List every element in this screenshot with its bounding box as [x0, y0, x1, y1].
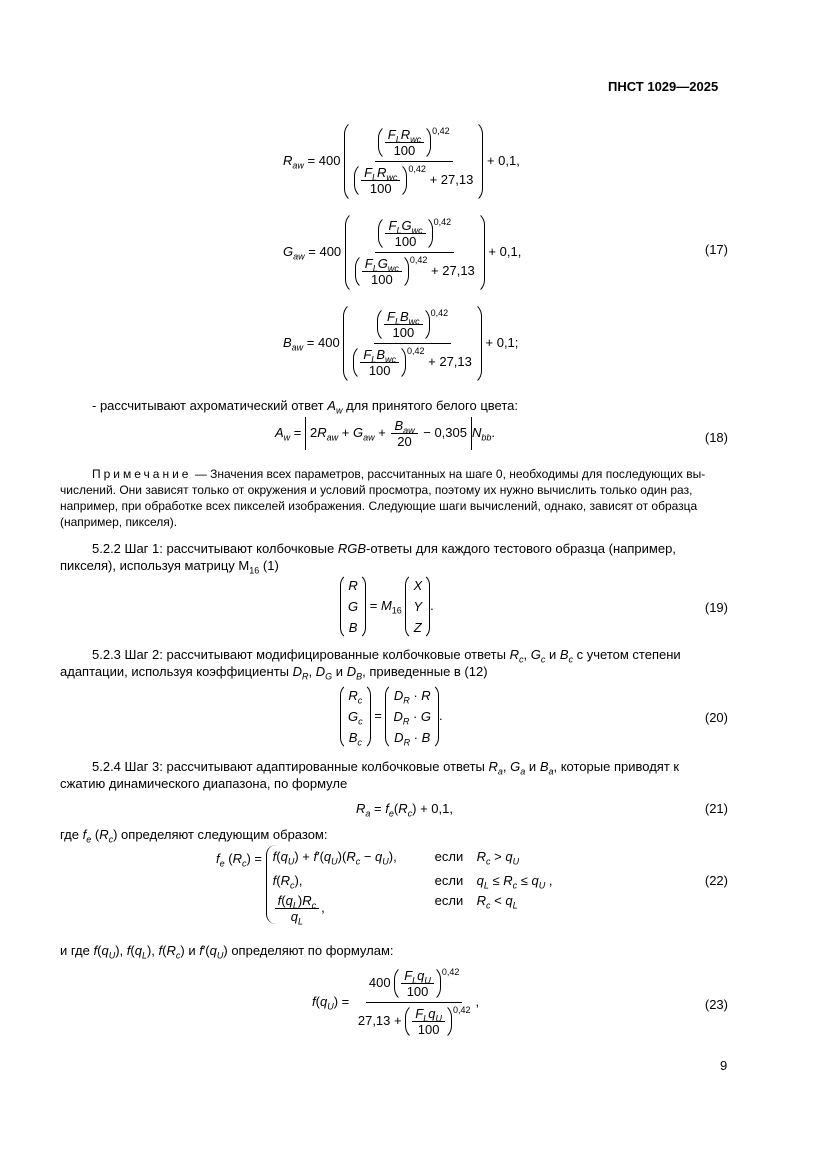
and-where: и где $f(q_U)$, $f(q_L)$, $f(R_c)$ и $f'(q_U)$ определяют по формулам: [60, 943, 394, 961]
note-line-2: числений. Они зависят только от окружения и условий просмотра, поэтому их нужно вычислить только один раз, [60, 483, 693, 497]
equation-f-qu: $f(q_U)$ = 400 $\frac{F_Lq_U}{100}$ $^{0,42}$ 27,13 + $\frac{F_Lq_U}{100}$ $^{0,42}$ , [312, 965, 479, 1040]
section-5-2-3: 5.2.3 Шаг 2: рассчитывают модифицированные колбочковые ответы $R_c$, $G_c$ и $B_c$ с учетом степени [92, 647, 681, 665]
section-5-2-2: 5.2.2 Шаг 1: рассчитывают колбочковые RGB-ответы для каждого тестового образца (например, [92, 541, 676, 556]
document-code: ПНСТ 1029—2025 [608, 79, 719, 94]
equation-b-aw: $B_{aw} = 400$ $\frac{F_LB_{wc}}{100}$ $^{0,42}$ $\frac{F_LB_{wc}}{100}$ $^{0,42}$ + 27,13 + 0,1; [283, 302, 518, 385]
equation-r-aw: $R_{aw} = 400$ $\frac{F_LR_{wc}}{100}$ $^{0,42}$ $\frac{F_LR_{wc}}{100}$ $^{0,42}$ + 27,13 + 0,1, [283, 120, 520, 203]
equation-fe-piecewise: $f_e$ $(R_c)$ = $f(q_U) + f'(q_U)(R_c - q_U)$, если $R_c > q_U$ $f(R_c)$, если $q_L \le R_c \le q_U$ , $\frac{f(q_L)R_c}{q_L}$ , если $R_c < q_L$ [216, 845, 552, 924]
note-line-3: например, при обработке всех пикселей изображения. Следующие шаги вычислений, однако, зависят от образца [60, 499, 698, 513]
equation-number-20: (20) [704, 710, 728, 725]
equation-rgb-matrix: R G B = $M_{16}$ X Y Z . [340, 573, 434, 640]
equation-a-w: $A_w = 2R_{aw} + G_{aw}$ + $\frac{B_{aw}}{20}$ − 0,305 $N_{bb}$. [275, 418, 496, 449]
section-5-2-4-line2: сжатию динамического диапазона, по формуле [60, 776, 348, 791]
note-line-4: (например, пикселя). [60, 515, 178, 529]
equation-number-19: (19) [704, 600, 728, 615]
equation-number-18: (18) [704, 430, 728, 445]
note-block: Примечание — Значения всех параметров, рассчитанных на шаге 0, необходимы для последующих вы- [92, 467, 706, 481]
achromatic-intro: - рассчитывают ахроматический ответ $A_w$ для принятого белого цвета: [92, 398, 518, 416]
section-5-2-4: 5.2.4 Шаг 3: рассчитывают адаптированные колбочковые ответы $R_a$, $G_a$ и $B_a$, которые приводят к [92, 759, 680, 777]
page-number: 9 [720, 1058, 728, 1073]
equation-rgbc-matrix: $R_c$ $G_c$ $B_c$ = $D_R \cdot R$ $D_R \cdot G$ $D_R \cdot B$ . [340, 683, 443, 750]
equation-number-23: (23) [704, 997, 728, 1012]
equation-g-aw: $G_{aw} = 400$ $\frac{F_LG_{wc}}{100}$ $^{0,42}$ $\frac{F_LG_{wc}}{100}$ $^{0,42}$ + 27,13 + 0,1, [283, 211, 521, 294]
equation-number-21: (21) [704, 801, 728, 816]
equation-number-22: (22) [704, 873, 728, 888]
section-5-2-2-line2: пикселя), используя матрицу $M_{16}$ (1) [60, 558, 279, 576]
note-label: Примечание [92, 467, 192, 481]
equation-number-17: (17) [704, 242, 728, 257]
where-fe: где $f_e$ $(R_c)$ определяют следующим образом: [60, 827, 328, 845]
section-5-2-3-line2: адаптации, используя коэффициенты $D_R$, $D_G$ и $D_B$, приведенные в (12) [60, 664, 488, 682]
equation-r-a: $R_a = f_e(R_c) + 0,1$, [356, 801, 453, 819]
